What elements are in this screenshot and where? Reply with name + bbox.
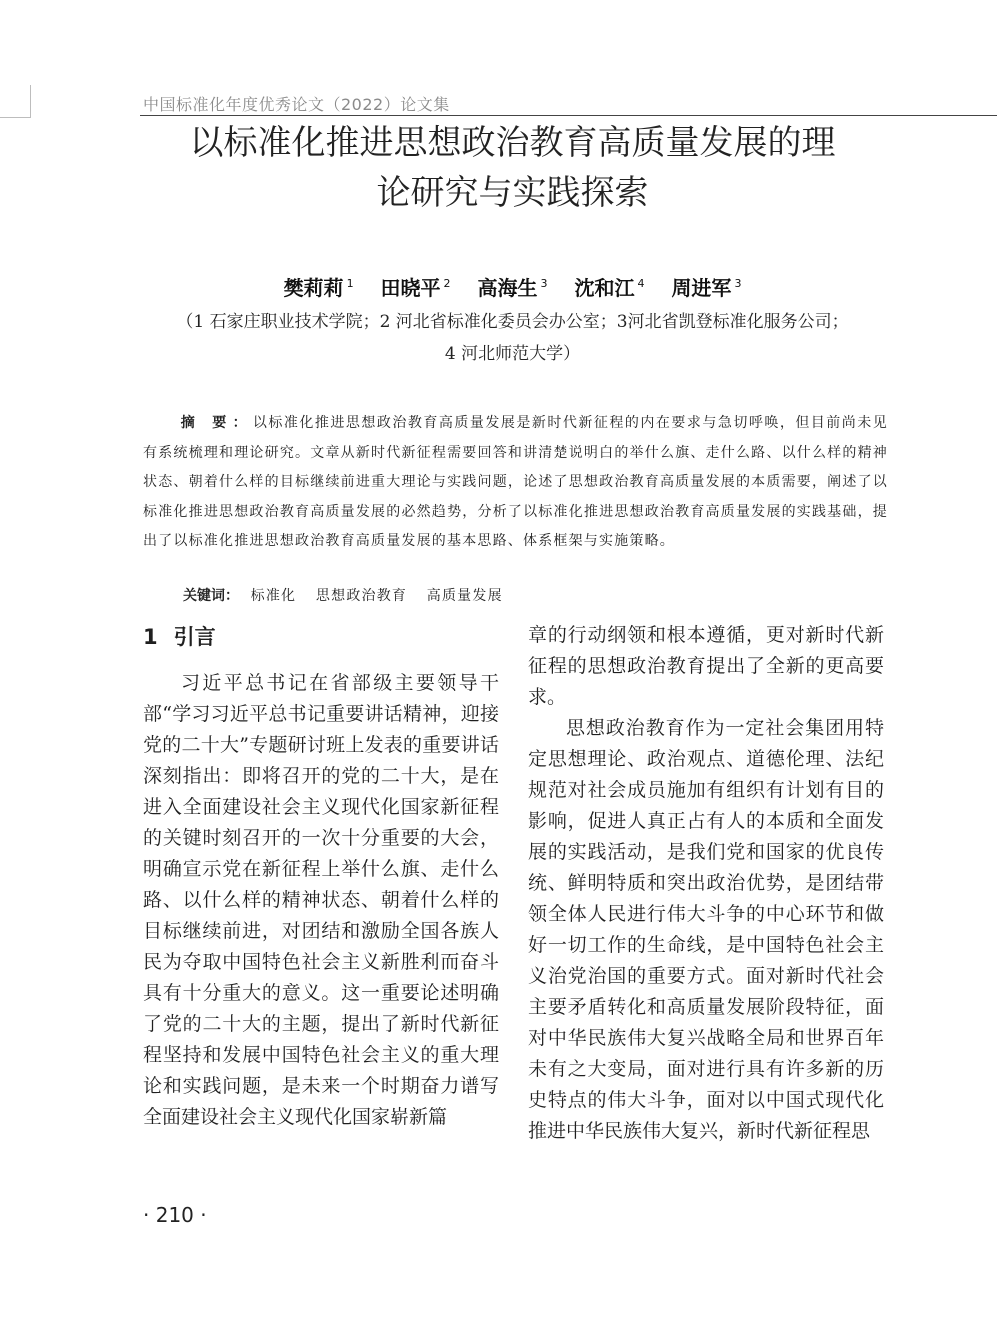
title-line-1: 以标准化推进思想政治教育高质量发展的理 [189, 123, 836, 163]
author-affiliation-mark: 1 [346, 277, 354, 291]
author-affiliation-mark: 3 [734, 277, 742, 291]
author-name: 沈和江 [574, 276, 635, 300]
affiliations-line-2: 4 河北师范大学） [444, 344, 581, 364]
keyword: 高质量发展 [426, 588, 503, 604]
paragraph: 思想政治教育作为一定社会集团用特定思想理论、政治观点、道德伦理、法纪规范对社会成员施加有组织有计划有目的影响，促进人真正占有人的本质和全面发展的实践活动，是我们党和国家的优良传统、鲜明特质和突出政治优势，是团结带领全体人民进行伟大斗争的中心环节和做好一切工作的生命线，是中国特色社会主义治党治国的重要方式。面对新时代社会主要矛盾转化和高质量发展阶段特征，面对中华民族伟大复兴战略全局和世界百年未有之大变局，面对进行具有许多新的历史特点的伟大斗争，面对以中国式现代化推进中华民族伟大复兴，新时代新征程思 [528, 717, 884, 1142]
section-title: 引言 [173, 625, 216, 649]
abstract [143, 409, 888, 557]
author-name: 周进军 [671, 276, 732, 300]
author-affiliation-mark: 4 [637, 277, 645, 291]
keyword: 思想政治教育 [315, 588, 408, 604]
author [478, 276, 548, 300]
title-line-2: 论研究与实践探索 [376, 173, 649, 213]
body-column-left [143, 620, 499, 1133]
author-name: 田晓平 [380, 276, 441, 300]
crop-mark [0, 85, 31, 118]
author-affiliation-mark: 2 [443, 277, 451, 291]
running-header: 中国标准化年度优秀论文（2022）论文集 [143, 95, 450, 114]
abstract-text: 以标准化推进思想政治教育高质量发展是新时代新征程的内在要求与急切呼唤，但目前尚未见有系统梳理和理论研究。文章从新时代新征程需要回答和讲清楚说明白的举什么旗、走什么路、以什么样的精神状态、朝着什么样的目标继续前进重大理论与实践问题，论述了思想政治教育高质量发展的本质需要，阐述了以标准化推进思想政治教育高质量发展的必然趋势，分析了以标准化推进思想政治教育高质量发展的实践基础，提出了以标准化推进思想政治教育高质量发展的基本思路、体系框架与实施策略。 [143, 415, 889, 549]
page-number: · 210 · [143, 1203, 207, 1227]
abstract-label: 摘 要： [180, 415, 253, 431]
author [284, 276, 354, 300]
author-name: 高海生 [477, 276, 538, 300]
header-rule [140, 115, 997, 116]
body-column-right [528, 620, 884, 1147]
section-heading [143, 620, 499, 654]
affiliations-line-1: （1 石家庄职业技术学院；2 河北省标准化委员会办公室；3河北省凯登标准化服务公司； [176, 312, 849, 332]
author [381, 276, 451, 300]
author-name: 樊莉莉 [283, 276, 344, 300]
paragraph: 习近平总书记在省部级主要领导干部“学习习近平总书记重要讲话精神，迎接党的二十大”专题研讨班上发表的重要讲话深刻指出：即将召开的党的二十大，是在进入全面建设社会主义现代化国家新征程的关键时刻召开的一次十分重要的大会，明确宣示党在新征程上举什么旗、走什么路、以什么样的精神状态、朝着什么样的目标继续前进，对团结和激励全国各族人民为夺取中国特色社会主义新胜利而奋斗具有十分重大的意义。这一重要论述明确了党的二十大的主题，提出了新时代新征程坚持和发展中国特色社会主义的重大理论和实践问题，是未来一个时期奋力谱写全面建设社会主义现代化国家崭新篇 [143, 672, 499, 1128]
author-list [140, 272, 885, 301]
author-affiliation-mark: 3 [540, 277, 548, 291]
author [574, 276, 644, 300]
article-title [140, 118, 885, 218]
author [671, 276, 741, 300]
keywords [183, 585, 517, 605]
keywords-label: 关键词： [183, 588, 239, 604]
affiliations [140, 306, 885, 370]
paragraph-continued: 章的行动纲领和根本遵循，更对新时代新征程的思想政治教育提出了全新的更高要求。 [528, 624, 884, 708]
section-number: 1 [143, 625, 158, 649]
keyword: 标准化 [250, 588, 297, 604]
